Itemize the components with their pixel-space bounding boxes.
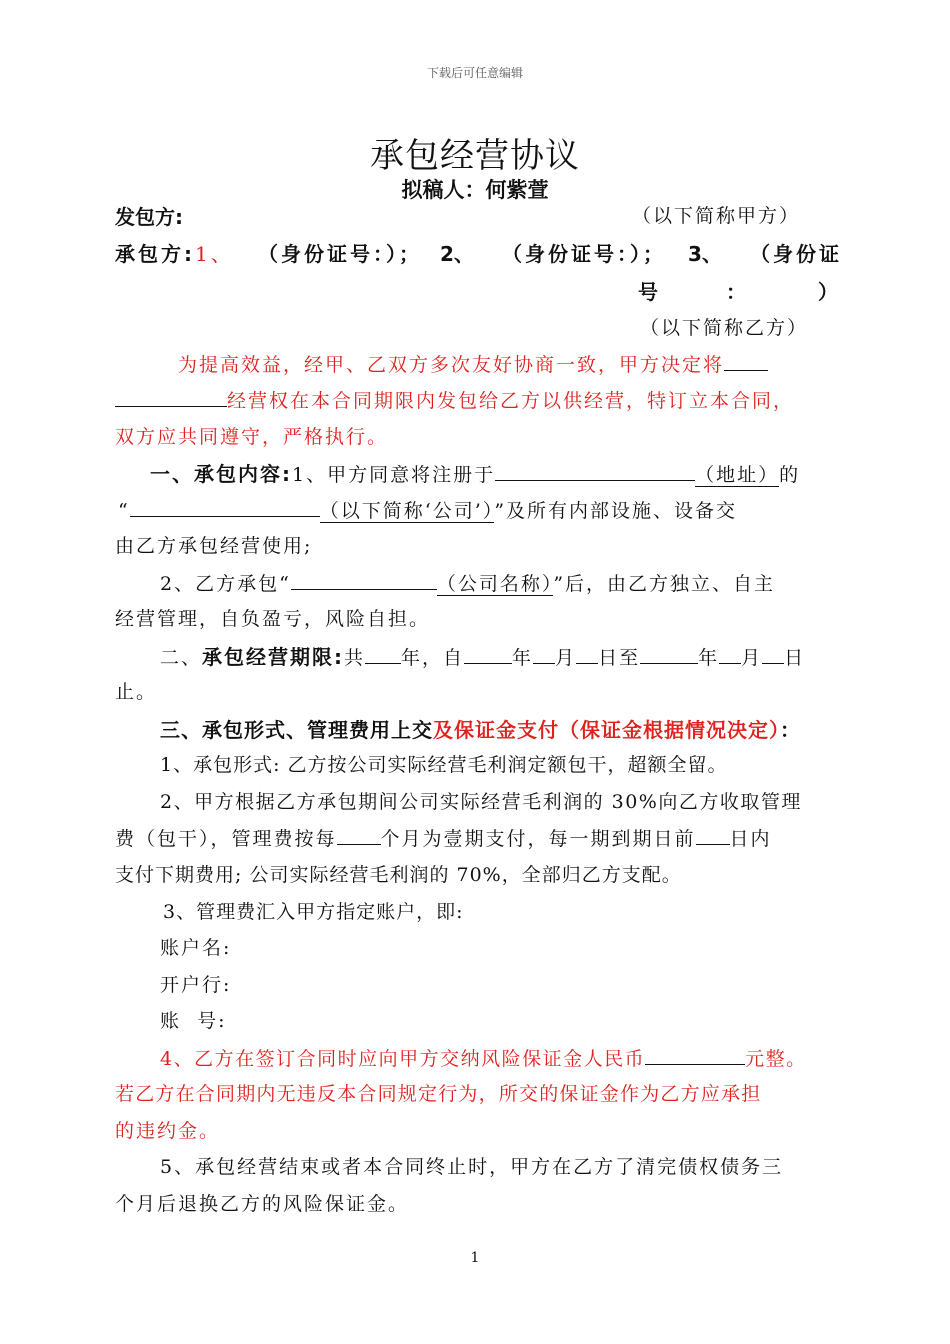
party-b-id-3-part-c: ： bbox=[726, 280, 746, 304]
s1-company-blank bbox=[130, 495, 320, 517]
s1-open-quote: “ bbox=[118, 499, 130, 522]
s3-p3: 3、管理费汇入甲方指定账户，即: bbox=[163, 901, 464, 923]
s2-blank-start-day bbox=[576, 642, 598, 664]
party-b-id-2: （身份证号：）； bbox=[502, 242, 666, 266]
s1-p1-text-a: 1、甲方同意将注册于 bbox=[292, 464, 496, 486]
s3-p4-line-2: 若乙方在合同期内无违反本合同规定行为，所交的保证金作为乙方应承担 bbox=[115, 1083, 762, 1105]
party-b-item-2: 2、 bbox=[440, 242, 474, 266]
s2-blank-end-month bbox=[719, 642, 741, 664]
page-header: 下载后可任意编辑 bbox=[426, 66, 523, 80]
s2-heading: 承包经营期限: bbox=[202, 645, 345, 669]
s1-p1-text-c: 的 bbox=[779, 464, 801, 486]
s3-p4-text-a: 4、乙方在签订合同时应向甲方交纳风险保证金人民币 bbox=[160, 1047, 646, 1070]
party-a-note: （以下简称甲方） bbox=[632, 205, 801, 227]
s1-p2-text-a: 2、乙方承包“ bbox=[160, 572, 291, 595]
s3-p4-text-b: 元整。 bbox=[745, 1047, 807, 1070]
s3-period-blank bbox=[337, 823, 381, 845]
s3-p2-text-c: 个月为壹期支付，每一期到期日前 bbox=[380, 827, 696, 850]
s3-deposit-blank bbox=[645, 1043, 745, 1065]
s1-p2-text-c: ”后，由乙方独立、自主 bbox=[553, 572, 776, 595]
s2-lead: 二、 bbox=[160, 647, 203, 669]
party-b-id-1: （身份证号：）； bbox=[258, 242, 422, 266]
s2-text-3: 年 bbox=[512, 647, 534, 669]
s3-bank: 开户行: bbox=[160, 974, 232, 996]
s3-p4-line-1 bbox=[160, 1043, 807, 1071]
s1-company-name-blank bbox=[291, 568, 437, 590]
party-b-item-1: 1、 bbox=[195, 242, 234, 266]
s2-blank-years bbox=[365, 642, 401, 664]
s1-address-blank bbox=[495, 459, 695, 481]
page-number: 1 bbox=[470, 1250, 480, 1266]
s2-blank-start-month bbox=[533, 642, 555, 664]
s3-p5-line-1: 5、承包经营结束或者本合同终止时，甲方在乙方了清完债权债务三 bbox=[160, 1156, 784, 1178]
intro-line-3: 双方应共同遵守，严格执行。 bbox=[115, 426, 389, 448]
s3-p2-text-d: 日内 bbox=[729, 827, 772, 850]
party-b-label: 承包方: bbox=[115, 242, 195, 266]
party-b-id-3-part-d: ） bbox=[818, 280, 838, 304]
s1-company-alias: （以下简称‘公司’） bbox=[319, 499, 495, 522]
s2-line-1 bbox=[160, 641, 805, 670]
s3-account-name: 账户名: bbox=[160, 937, 232, 959]
document-title: 承包经营协议 bbox=[370, 136, 580, 176]
party-a-label: 发包方: bbox=[115, 205, 183, 229]
s1-line-1 bbox=[150, 458, 800, 487]
s3-p1: 1、承包形式: 乙方按公司实际经营毛利润定额包干，超额全留。 bbox=[160, 754, 728, 776]
s1-line-2 bbox=[118, 495, 737, 523]
party-b-note: （以下简称乙方） bbox=[640, 317, 809, 339]
s2-text-8: 日 bbox=[784, 647, 806, 669]
s1-heading: 一、承包内容: bbox=[150, 462, 292, 486]
s3-p2-text-b: 费（包干），管理费按每 bbox=[115, 827, 337, 850]
s1-company-name-label: （公司名称） bbox=[436, 572, 554, 595]
intro-blank-1 bbox=[724, 349, 768, 371]
s3-heading-colon: ： bbox=[780, 718, 801, 742]
s2-blank-start-year bbox=[464, 642, 512, 664]
intro-text-2: 经营权在本合同期限内发包给乙方以供经营，特订立本合同， bbox=[227, 389, 795, 412]
drafter-line: 拟稿人：何紫萱 bbox=[401, 178, 549, 202]
s1-p1-text-f: ”及所有内部设施、设备交 bbox=[494, 499, 738, 522]
s2-blank-end-day bbox=[762, 642, 784, 664]
intro-blank-2 bbox=[115, 385, 227, 407]
party-b-id-3-part-b: 号 bbox=[638, 280, 658, 304]
s2-text-5: 日至 bbox=[598, 647, 641, 669]
intro-line-1 bbox=[178, 349, 768, 377]
intro-text-1: 为提高效益，经甲、乙双方多次友好协商一致，甲方决定将 bbox=[178, 353, 725, 376]
party-b-item-3: 3、 bbox=[688, 242, 722, 266]
party-b-line bbox=[115, 238, 234, 267]
s2-line-2: 止。 bbox=[115, 681, 158, 703]
s1-line-5: 经营管理，自负盈亏，风险自担。 bbox=[115, 608, 431, 630]
s1-line-4 bbox=[160, 568, 775, 596]
s3-days-blank bbox=[696, 823, 730, 845]
intro-line-2 bbox=[115, 385, 794, 413]
s2-text-6: 年 bbox=[698, 647, 720, 669]
s3-heading bbox=[160, 714, 801, 743]
s3-heading-red: 及保证金支付（保证金根据情况决定） bbox=[433, 718, 780, 742]
s1-line-3: 由乙方承包经营使用; bbox=[115, 535, 313, 557]
s2-blank-end-year bbox=[640, 642, 698, 664]
s2-text-7: 月 bbox=[741, 647, 763, 669]
s2-text-1: 共 bbox=[344, 647, 366, 669]
s2-text-4: 月 bbox=[555, 647, 577, 669]
s3-p2-line-3: 支付下期费用; 公司实际经营毛利润的 70%，全部归乙方支配。 bbox=[115, 864, 682, 886]
party-b-id-3: （身份证 bbox=[750, 242, 842, 266]
s3-p2-line-1: 2、甲方根据乙方承包期间公司实际经营毛利润的 30%向乙方收取管理 bbox=[160, 791, 802, 813]
s1-address-label: （地址） bbox=[695, 464, 780, 486]
s2-text-2: 年，自 bbox=[401, 647, 465, 669]
s3-account-number: 账 号: bbox=[160, 1010, 227, 1032]
s3-p2-line-2 bbox=[115, 823, 772, 851]
s3-p4-line-3: 的违约金。 bbox=[115, 1120, 221, 1142]
s3-p5-line-2: 个月后退换乙方的风险保证金。 bbox=[115, 1193, 410, 1215]
s3-heading-black: 三、承包形式、管理费用上交 bbox=[160, 718, 433, 742]
